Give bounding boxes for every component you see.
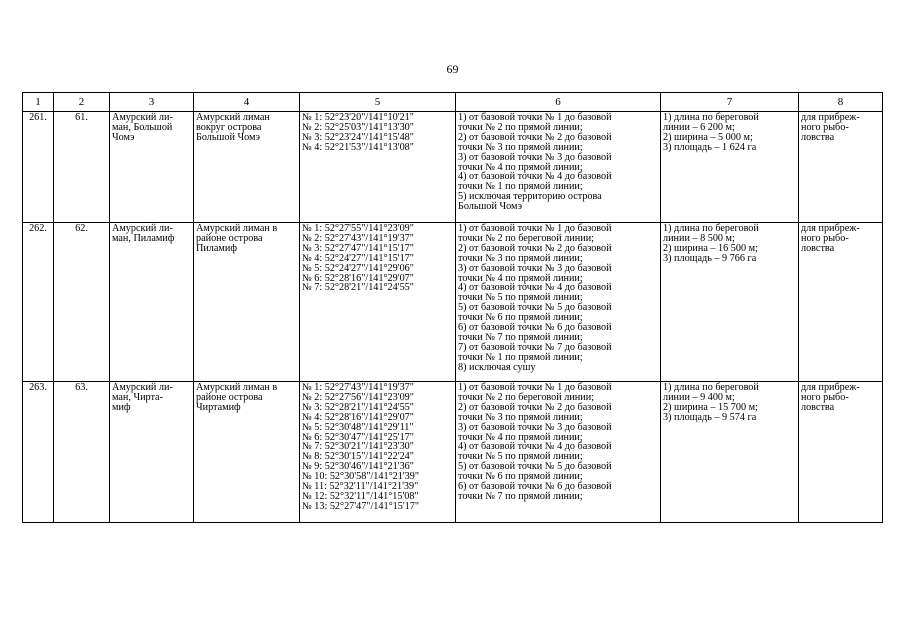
coordinate-line: № 6: 52°30'47"/141°25'17" — [302, 431, 414, 443]
header-cell-3: 3 — [110, 93, 194, 112]
coordinate-line: № 4: 52°21'53"/141°13'08" — [302, 141, 414, 153]
boundary-line: точки № 6 по прямой линии; — [458, 471, 583, 483]
dimension-line: 3) площадь – 9 574 га — [663, 411, 757, 423]
coordinate-line: № 4: 52°28'16"/141°29'07" — [302, 411, 414, 423]
boundary-line: точки № 3 по прямой линии; — [458, 252, 583, 264]
dimension-line: линии – 8 500 м; — [663, 232, 735, 244]
dimension-line: линии – 9 400 м; — [663, 391, 735, 403]
boundary-line: точки № 6 по прямой линии; — [458, 312, 583, 324]
boundary-description-cell — [456, 382, 661, 523]
coordinates-cell — [300, 223, 456, 382]
table-row — [23, 382, 883, 523]
boundary-line: 4) от базовой точки № 4 до базовой — [458, 171, 612, 183]
boundary-line: 3) от базовой точки № 3 до базовой — [458, 151, 612, 163]
header-cell-7: 7 — [661, 93, 799, 112]
header-cell-8: 8 — [799, 93, 883, 112]
boundary-description-cell — [456, 112, 661, 223]
coordinate-line: № 11: 52°32'11"/141°21'39" — [302, 481, 419, 493]
coordinates-cell — [300, 382, 456, 523]
boundary-line: точки № 4 по прямой линии; — [458, 431, 583, 443]
boundary-line: 2) от базовой точки № 2 до базовой — [458, 401, 612, 413]
purpose-cell: для прибреж- ного рыбо- ловства — [799, 112, 883, 223]
boundary-line: точки № 2 по береговой линии; — [458, 232, 594, 244]
dimension-line: 1) длина по береговой — [663, 112, 759, 123]
header-cell-4: 4 — [194, 93, 300, 112]
boundary-line: точки № 5 по прямой линии; — [458, 451, 583, 463]
boundary-description-cell — [456, 223, 661, 382]
area-location: Амурский лиман в районе острова Чиртамиф — [194, 382, 300, 523]
area-number: 62. — [54, 223, 110, 382]
boundary-line: точки № 1 по прямой линии; — [458, 351, 583, 363]
coordinate-line: № 1: 52°27'55"/141°23'09" — [302, 223, 414, 234]
coordinate-line: № 1: 52°23'20"/141°10'21" — [302, 112, 414, 123]
boundary-line: 2) от базовой точки № 2 до базовой — [458, 242, 612, 254]
coordinate-line: № 12: 52°32'11"/141°15'08" — [302, 490, 419, 502]
boundary-line: точки № 3 по прямой линии; — [458, 411, 583, 423]
boundary-line: точки № 4 по прямой линии; — [458, 161, 583, 173]
boundary-line: 1) от базовой точки № 1 до базовой — [458, 223, 612, 234]
boundary-line: 5) от базовой точки № 5 до базовой — [458, 302, 612, 314]
coordinate-line: № 6: 52°28'16"/141°29'07" — [302, 272, 414, 284]
boundary-line: 4) от базовой точки № 4 до базовой — [458, 441, 612, 453]
boundary-line: 3) от базовой точки № 3 до базовой — [458, 421, 612, 433]
boundary-line: Большой Чомэ — [458, 201, 522, 213]
fishing-areas-table — [22, 92, 883, 523]
coordinate-line: № 3: 52°28'21"/141°24'55" — [302, 401, 414, 413]
boundary-line: 6) от базовой точки № 6 до базовой — [458, 481, 612, 493]
purpose-cell: для прибреж- ного рыбо- ловства — [799, 382, 883, 523]
dimension-line: 2) ширина – 16 500 м; — [663, 242, 758, 254]
boundary-line: точки № 1 по прямой линии; — [458, 181, 583, 193]
area-number: 61. — [54, 112, 110, 223]
row-number: 263. — [23, 382, 54, 523]
coordinate-line: № 7: 52°30'21"/141°23'30" — [302, 441, 414, 453]
dimension-line: 2) ширина – 5 000 м; — [663, 131, 753, 143]
coordinate-line: № 2: 52°27'43"/141°19'37" — [302, 232, 414, 244]
boundary-line: точки № 5 по прямой линии; — [458, 292, 583, 304]
table-row — [23, 112, 883, 223]
dimensions-cell — [661, 223, 799, 382]
coordinate-line: № 2: 52°25'03"/141°13'30" — [302, 121, 414, 133]
coordinate-line: № 13: 52°27'47"/141°15'17" — [302, 500, 420, 512]
dimension-line: 1) длина по береговой — [663, 382, 759, 393]
header-cell-2: 2 — [54, 93, 110, 112]
area-location: Амурский лиман вокруг острова Большой Чомэ — [194, 112, 300, 223]
boundary-line: 4) от базовой точки № 4 до базовой — [458, 282, 612, 294]
page-number: 69 — [446, 62, 459, 76]
coordinate-line: № 9: 52°30'46"/141°21'36" — [302, 461, 414, 473]
purpose-cell: для прибреж- ного рыбо- ловства — [799, 223, 883, 382]
coordinate-line: № 7: 52°28'21"/141°24'55" — [302, 282, 414, 294]
coordinate-line: № 4: 52°24'27"/141°15'17" — [302, 252, 414, 264]
coordinate-line: № 5: 52°30'48"/141°29'11" — [302, 421, 414, 433]
boundary-line: точки № 2 по береговой линии; — [458, 391, 594, 403]
area-name: Амурский ли- ман, Большой Чомэ — [110, 112, 194, 223]
row-number: 261. — [23, 112, 54, 223]
dimension-line: 3) площадь – 1 624 га — [663, 141, 757, 153]
dimension-line: 2) ширина – 15 700 м; — [663, 401, 758, 413]
dimensions-cell — [661, 382, 799, 523]
boundary-line: точки № 3 по прямой линии; — [458, 141, 583, 153]
header-cell-6: 6 — [456, 93, 661, 112]
area-name: Амурский ли- ман, Пиламиф — [110, 223, 194, 382]
area-location: Амурский лиман в районе острова Пиламиф — [194, 223, 300, 382]
dimension-line: линии – 6 200 м; — [663, 121, 735, 133]
boundary-line: 5) исключая территорию острова — [458, 191, 602, 203]
boundary-line: точки № 7 по прямой линии; — [458, 490, 583, 502]
dimension-line: 1) длина по береговой — [663, 223, 759, 234]
coordinates-cell — [300, 112, 456, 223]
boundary-line: 7) от базовой точки № 7 до базовой — [458, 341, 612, 353]
coordinate-line: № 1: 52°27'43"/141°19'37" — [302, 382, 414, 393]
boundary-line: 3) от базовой точки № 3 до базовой — [458, 262, 612, 274]
boundary-line: 1) от базовой точки № 1 до базовой — [458, 112, 612, 123]
row-number: 262. — [23, 223, 54, 382]
header-cell-5: 5 — [300, 93, 456, 112]
boundary-line: точки № 7 по прямой линии; — [458, 331, 583, 343]
boundary-line: 1) от базовой точки № 1 до базовой — [458, 382, 612, 393]
coordinate-line: № 5: 52°24'27"/141°29'06" — [302, 262, 414, 274]
coordinate-line: № 8: 52°30'15"/141°22'24" — [302, 451, 414, 463]
coordinate-line: № 10: 52°30'58"/141°21'39" — [302, 471, 420, 483]
header-cell-1: 1 — [23, 93, 54, 112]
boundary-line: точки № 2 по прямой линии; — [458, 121, 583, 133]
dimension-line: 3) площадь – 9 766 га — [663, 252, 757, 264]
area-number: 63. — [54, 382, 110, 523]
table-row — [23, 223, 883, 382]
boundary-line: 8) исключая сушу — [458, 361, 536, 373]
boundary-line: точки № 4 по прямой линии; — [458, 272, 583, 284]
dimensions-cell — [661, 112, 799, 223]
boundary-line: 5) от базовой точки № 5 до базовой — [458, 461, 612, 473]
coordinate-line: № 3: 52°23'24"/141°15'48" — [302, 131, 414, 143]
coordinate-line: № 3: 52°27'47"/141°15'17" — [302, 242, 414, 254]
header-row — [23, 93, 883, 112]
boundary-line: 6) от базовой точки № 6 до базовой — [458, 322, 612, 334]
area-name: Амурский ли- ман, Чирта- миф — [110, 382, 194, 523]
coordinate-line: № 2: 52°27'56"/141°23'09" — [302, 391, 414, 403]
boundary-line: 2) от базовой точки № 2 до базовой — [458, 131, 612, 143]
